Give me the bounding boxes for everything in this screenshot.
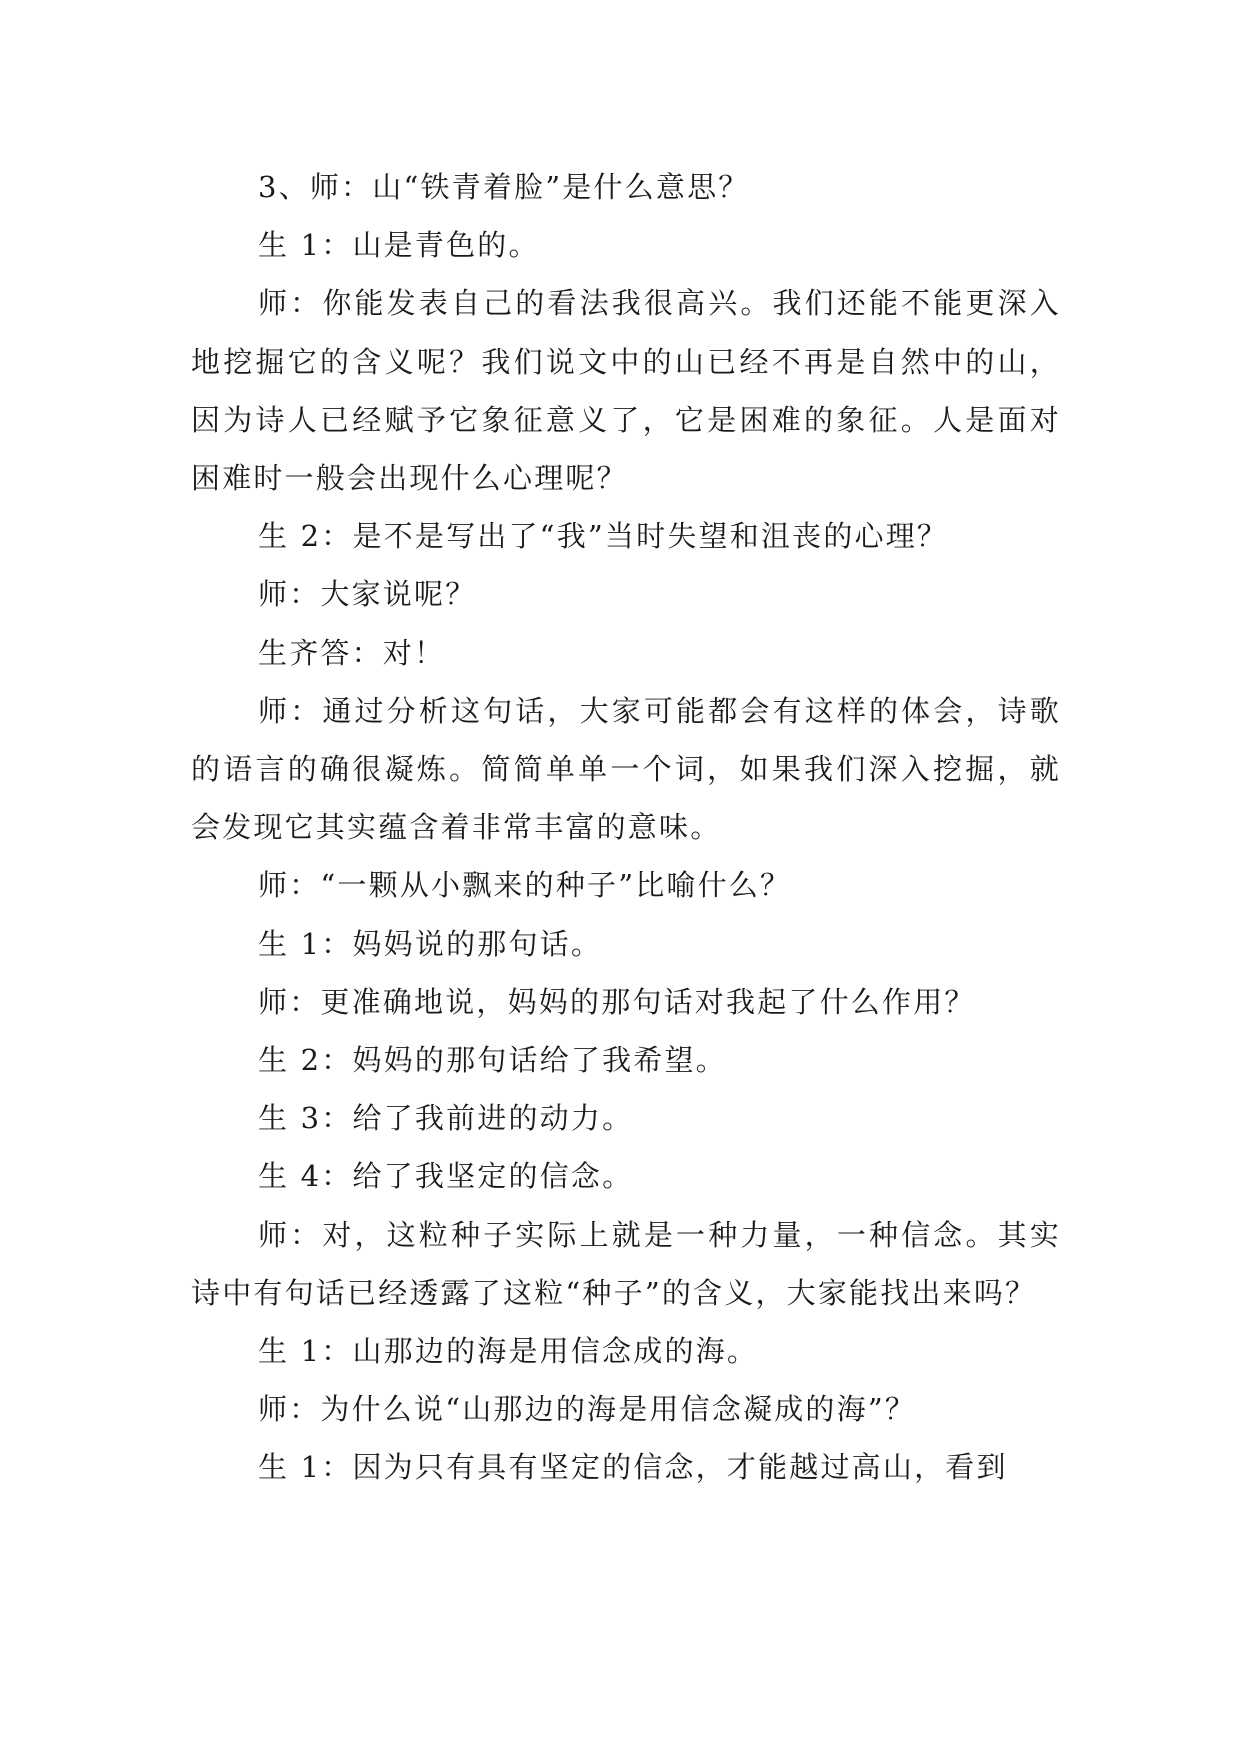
paragraph-student-1-answer: 生 1：山是青色的。 [258,228,540,263]
document-body [191,158,1061,1497]
paragraph-teacher-question-2: 师：“一颗从小飘来的种子”比喻什么？ [258,868,792,903]
paragraph-teacher-followup: 师：更准确地说，妈妈的那句话对我起了什么作用？ [258,984,976,1019]
paragraph-teacher-ask-class: 师：大家说呢？ [258,577,477,612]
paragraph-class-answer: 生齐答：对！ [258,635,446,670]
paragraph-student-3-answer: 生 3：给了我前进的动力。 [258,1101,634,1136]
paragraph-student-1-answer-2: 生 1：妈妈说的那句话。 [258,926,603,961]
paragraph-teacher-explanation: 师：你能发表自己的看法我很高兴。我们还能不能更深入地挖掘它的含义呢？我们说文中的山已经不再是自然中的山，因为诗人已经赋予它象征意义了，它是困难的象征。人是面对困难时一般会出现什么心理呢？ [191,286,1061,496]
paragraph-teacher-question-1: 3、师：山“铁青着脸”是什么意思？ [258,170,750,204]
paragraph-student-1-answer-4: 生 1：因为只有具有坚定的信念，才能越过高山，看到 [258,1450,1008,1485]
paragraph-student-2-answer: 生 2：是不是写出了“我”当时失望和沮丧的心理？ [258,519,949,554]
paragraph-teacher-question-3: 师：为什么说“山那边的海是用信念凝成的海”？ [258,1392,917,1427]
paragraph-student-4-answer: 生 4：给了我坚定的信念。 [258,1159,634,1194]
paragraph-teacher-summary: 师：通过分析这句话，大家可能都会有这样的体会，诗歌的语言的确很凝炼。简简单单一个词，如果我们深入挖掘，就会发现它其实蕴含着非常丰富的意味。 [191,693,1061,845]
paragraph-teacher-seed-meaning: 师：对，这粒种子实际上就是一种力量，一种信念。其实诗中有句话已经透露了这粒“种子”的含义，大家能找出来吗？ [191,1217,1061,1310]
paragraph-student-1-answer-3: 生 1：山那边的海是用信念成的海。 [258,1334,759,1369]
paragraph-student-2-answer-2: 生 2：妈妈的那句话给了我希望。 [258,1043,727,1078]
